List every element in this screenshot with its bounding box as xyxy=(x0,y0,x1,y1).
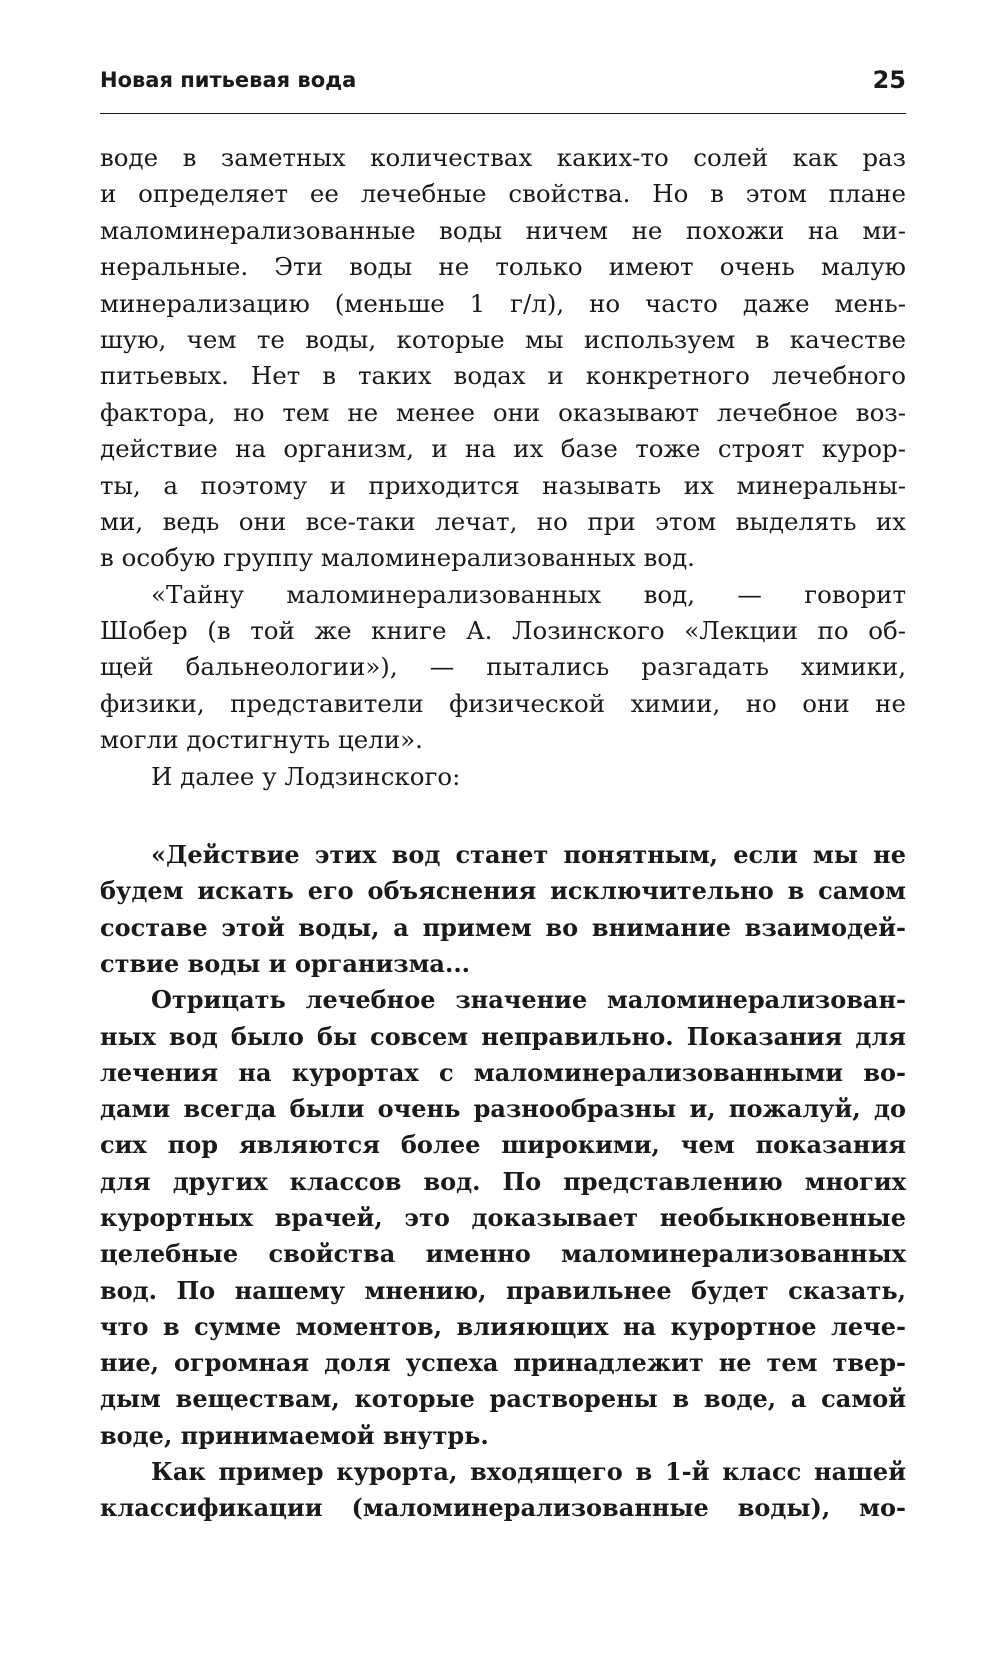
text-line: дами всегда были очень разнообразны и, пожалуй, до xyxy=(100,1094,906,1124)
text-line: шую, чем те воды, которые мы используем в качестве xyxy=(100,324,906,354)
text-line: воде в заметных количествах каких-то солей как раз xyxy=(100,143,906,172)
text-line: ных вод было бы совсем неправильно. Показания для xyxy=(100,1021,906,1051)
text-line: будем искать его объяснения исключительно в самом xyxy=(100,876,906,906)
text-line: щей бальнеологии»), — пытались разгадать химики, xyxy=(100,652,906,682)
text-line: маломинерализованные воды ничем не похожи на ми- xyxy=(100,215,906,245)
body-text xyxy=(100,140,906,1527)
paragraph-2 xyxy=(100,577,906,759)
text-line: фактора, но тем не менее они оказывают лечебное воз- xyxy=(100,397,906,427)
text-line: составе этой воды, а примем во внимание взаимодей- xyxy=(100,912,906,942)
text-line: ми, ведь они все-таки лечат, но при этом выделять их xyxy=(100,506,906,536)
text-line: «Тайну маломинерализованных вод, — говорит xyxy=(151,579,906,609)
text-line: для других классов вод. По представлению многих xyxy=(100,1166,906,1196)
quotation-block xyxy=(100,837,906,1527)
text-line: курортных врачей, это доказывает необыкновенные xyxy=(100,1203,906,1232)
text-line: Шобер (в той же книге А. Лозинского «Лекции по об- xyxy=(100,616,906,646)
paragraph-3 xyxy=(100,759,906,795)
text-line: И далее у Лодзинского: xyxy=(151,761,461,791)
text-line: минерализацию (меньше 1 г/л), но часто даже мень- xyxy=(100,288,906,318)
page-number: 25 xyxy=(872,66,906,94)
running-header xyxy=(100,60,906,104)
paragraph-1 xyxy=(100,140,906,577)
text-line: Как пример курорта, входящего в 1-й класс нашей xyxy=(151,1457,906,1487)
text-line: лечения на курортах с маломинерализованными во- xyxy=(100,1057,906,1087)
text-line: ствие воды и организма... xyxy=(100,948,471,978)
text-line: Отрицать лечебное значение маломинерализован- xyxy=(151,985,906,1015)
text-line: физики, представители физической химии, но они не xyxy=(100,688,906,718)
text-line: неральные. Эти воды не только имеют очень малую xyxy=(100,252,906,282)
text-line: вод. По нашему мнению, правильнее будет сказать, xyxy=(100,1275,906,1305)
quote-paragraph-3 xyxy=(100,1454,906,1527)
spacer xyxy=(100,795,906,837)
text-line: воде, принимаемой внутрь. xyxy=(100,1420,489,1450)
text-line: ние, огромная доля успеха принадлежит не тем твер- xyxy=(100,1348,906,1378)
quote-paragraph-1 xyxy=(100,837,906,982)
header-rule xyxy=(100,113,906,114)
quote-paragraph-2 xyxy=(100,982,906,1454)
text-line: что в сумме моментов, влияющих на курортное лече- xyxy=(100,1311,906,1341)
text-line: дым веществам, которые растворены в воде, а самой xyxy=(100,1384,906,1414)
text-line: и определяет ее лечебные свойства. Но в этом плане xyxy=(100,179,906,209)
text-line: классификации (маломинерализованные воды), мо- xyxy=(100,1493,906,1523)
text-line: «Действие этих вод станет понятным, если мы не xyxy=(151,840,906,870)
text-line: целебные свойства именно маломинерализованных xyxy=(100,1239,906,1269)
text-line: ты, а поэтому и приходится называть их минеральны- xyxy=(100,470,906,500)
text-line: могли достигнуть цели». xyxy=(100,725,423,755)
running-title: Новая питьевая вода xyxy=(100,68,357,92)
text-line: в особую группу маломинерализованных вод. xyxy=(100,543,695,573)
text-line: питьевых. Нет в таких водах и конкретного лечебного xyxy=(100,361,906,391)
text-line: сих пор являются более широкими, чем показания xyxy=(100,1130,906,1160)
text-line: действие на организм, и на их базе тоже строят курор- xyxy=(100,434,906,464)
